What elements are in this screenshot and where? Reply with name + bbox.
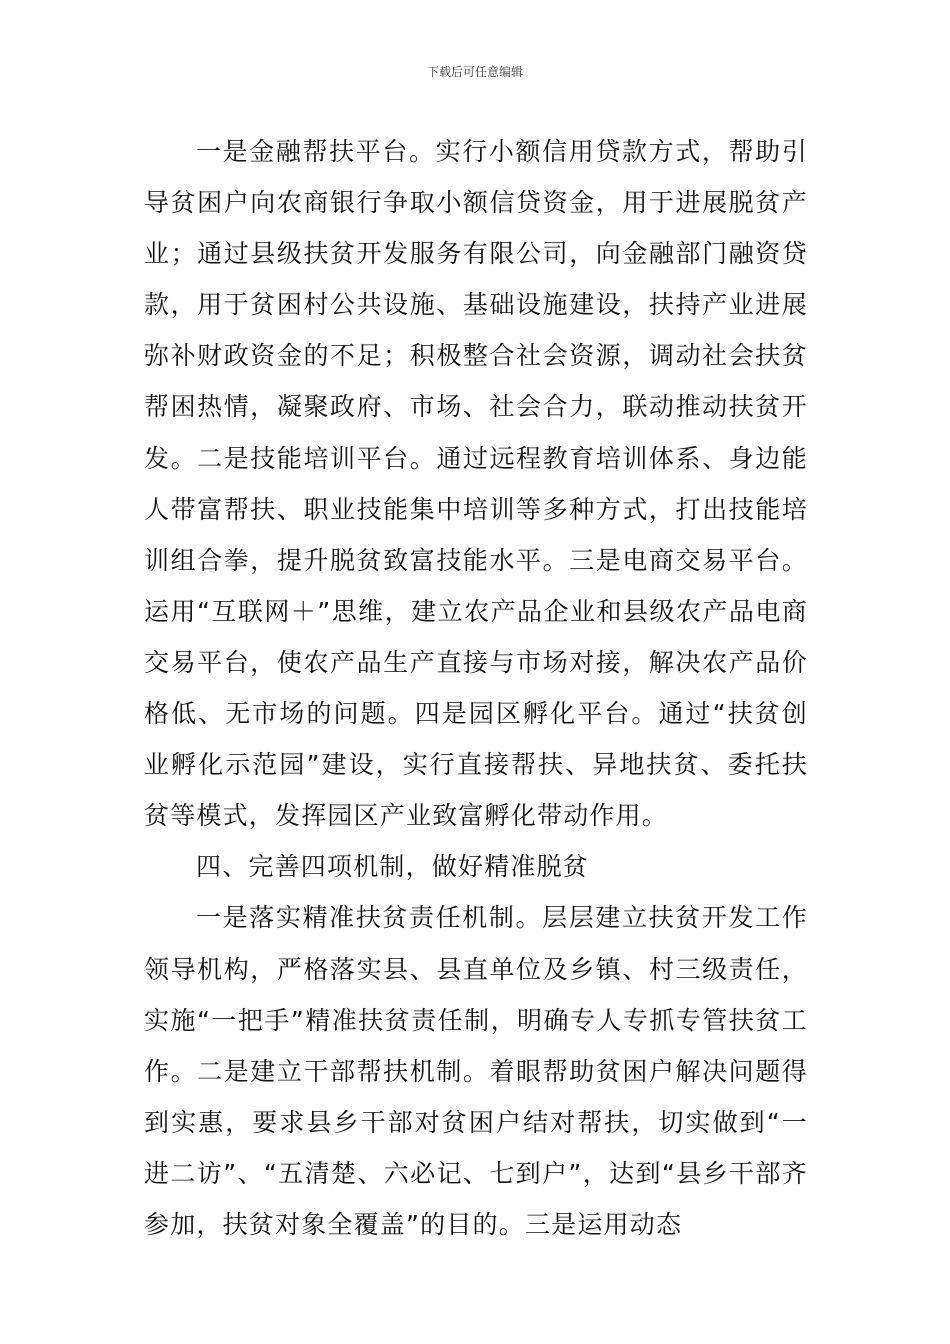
paragraph-platforms: 一是金融帮扶平台。实行小额信用贷款方式，帮助引导贫困户向农商银行争取小额信贷资金，用于进展脱贫产业；通过县级扶贫开发服务有限公司，向金融部门融资贷款，用于贫困村公共设施、基础设施建设，扶持产业进展弥补财政资金的不足；积极整合社会资源，调动社会扶贫帮困热情，凝聚政府、市场、社会合力，联动推动扶贫开发。二是技能培训平台。通过远程教育培训体系、身边能人带富帮扶、职业技能集中培训等多种方式，打出技能培训组合拳，提升脱贫致富技能水平。三是电商交易平台。运用“互联网＋”思维，建立农产品企业和县级农产品电商交易平台，使农产品生产直接与市场对接，解决农产品价格低、无市场的问题。四是园区孵化平台。通过“扶贫创业孵化示范园”建设，实行直接帮扶、异地扶贫、委托扶贫等模式，发挥园区产业致富孵化带动作用。 [144, 137, 808, 831]
document-body [144, 126, 808, 1250]
section-heading: 四、完善四项机制，做好精准脱贫 [196, 852, 590, 882]
paragraph-mechanisms: 一是落实精准扶贫责任机制。层层建立扶贫开发工作领导机构，严格落实县、县直单位及乡镇、村三级责任，实施“一把手”精准扶贫责任制，明确专人专抓专管扶贫工作。二是建立干部帮扶机制。着眼帮助贫困户解决问题得到实惠，要求县乡干部对贫困户结对帮扶，切实做到“一进二访”、“五清楚、六必记、七到户”，达到“县乡干部齐参加，扶贫对象全覆盖”的目的。三是运用动态 [144, 903, 808, 1239]
page-header: 下载后可任意编辑 [426, 65, 523, 79]
